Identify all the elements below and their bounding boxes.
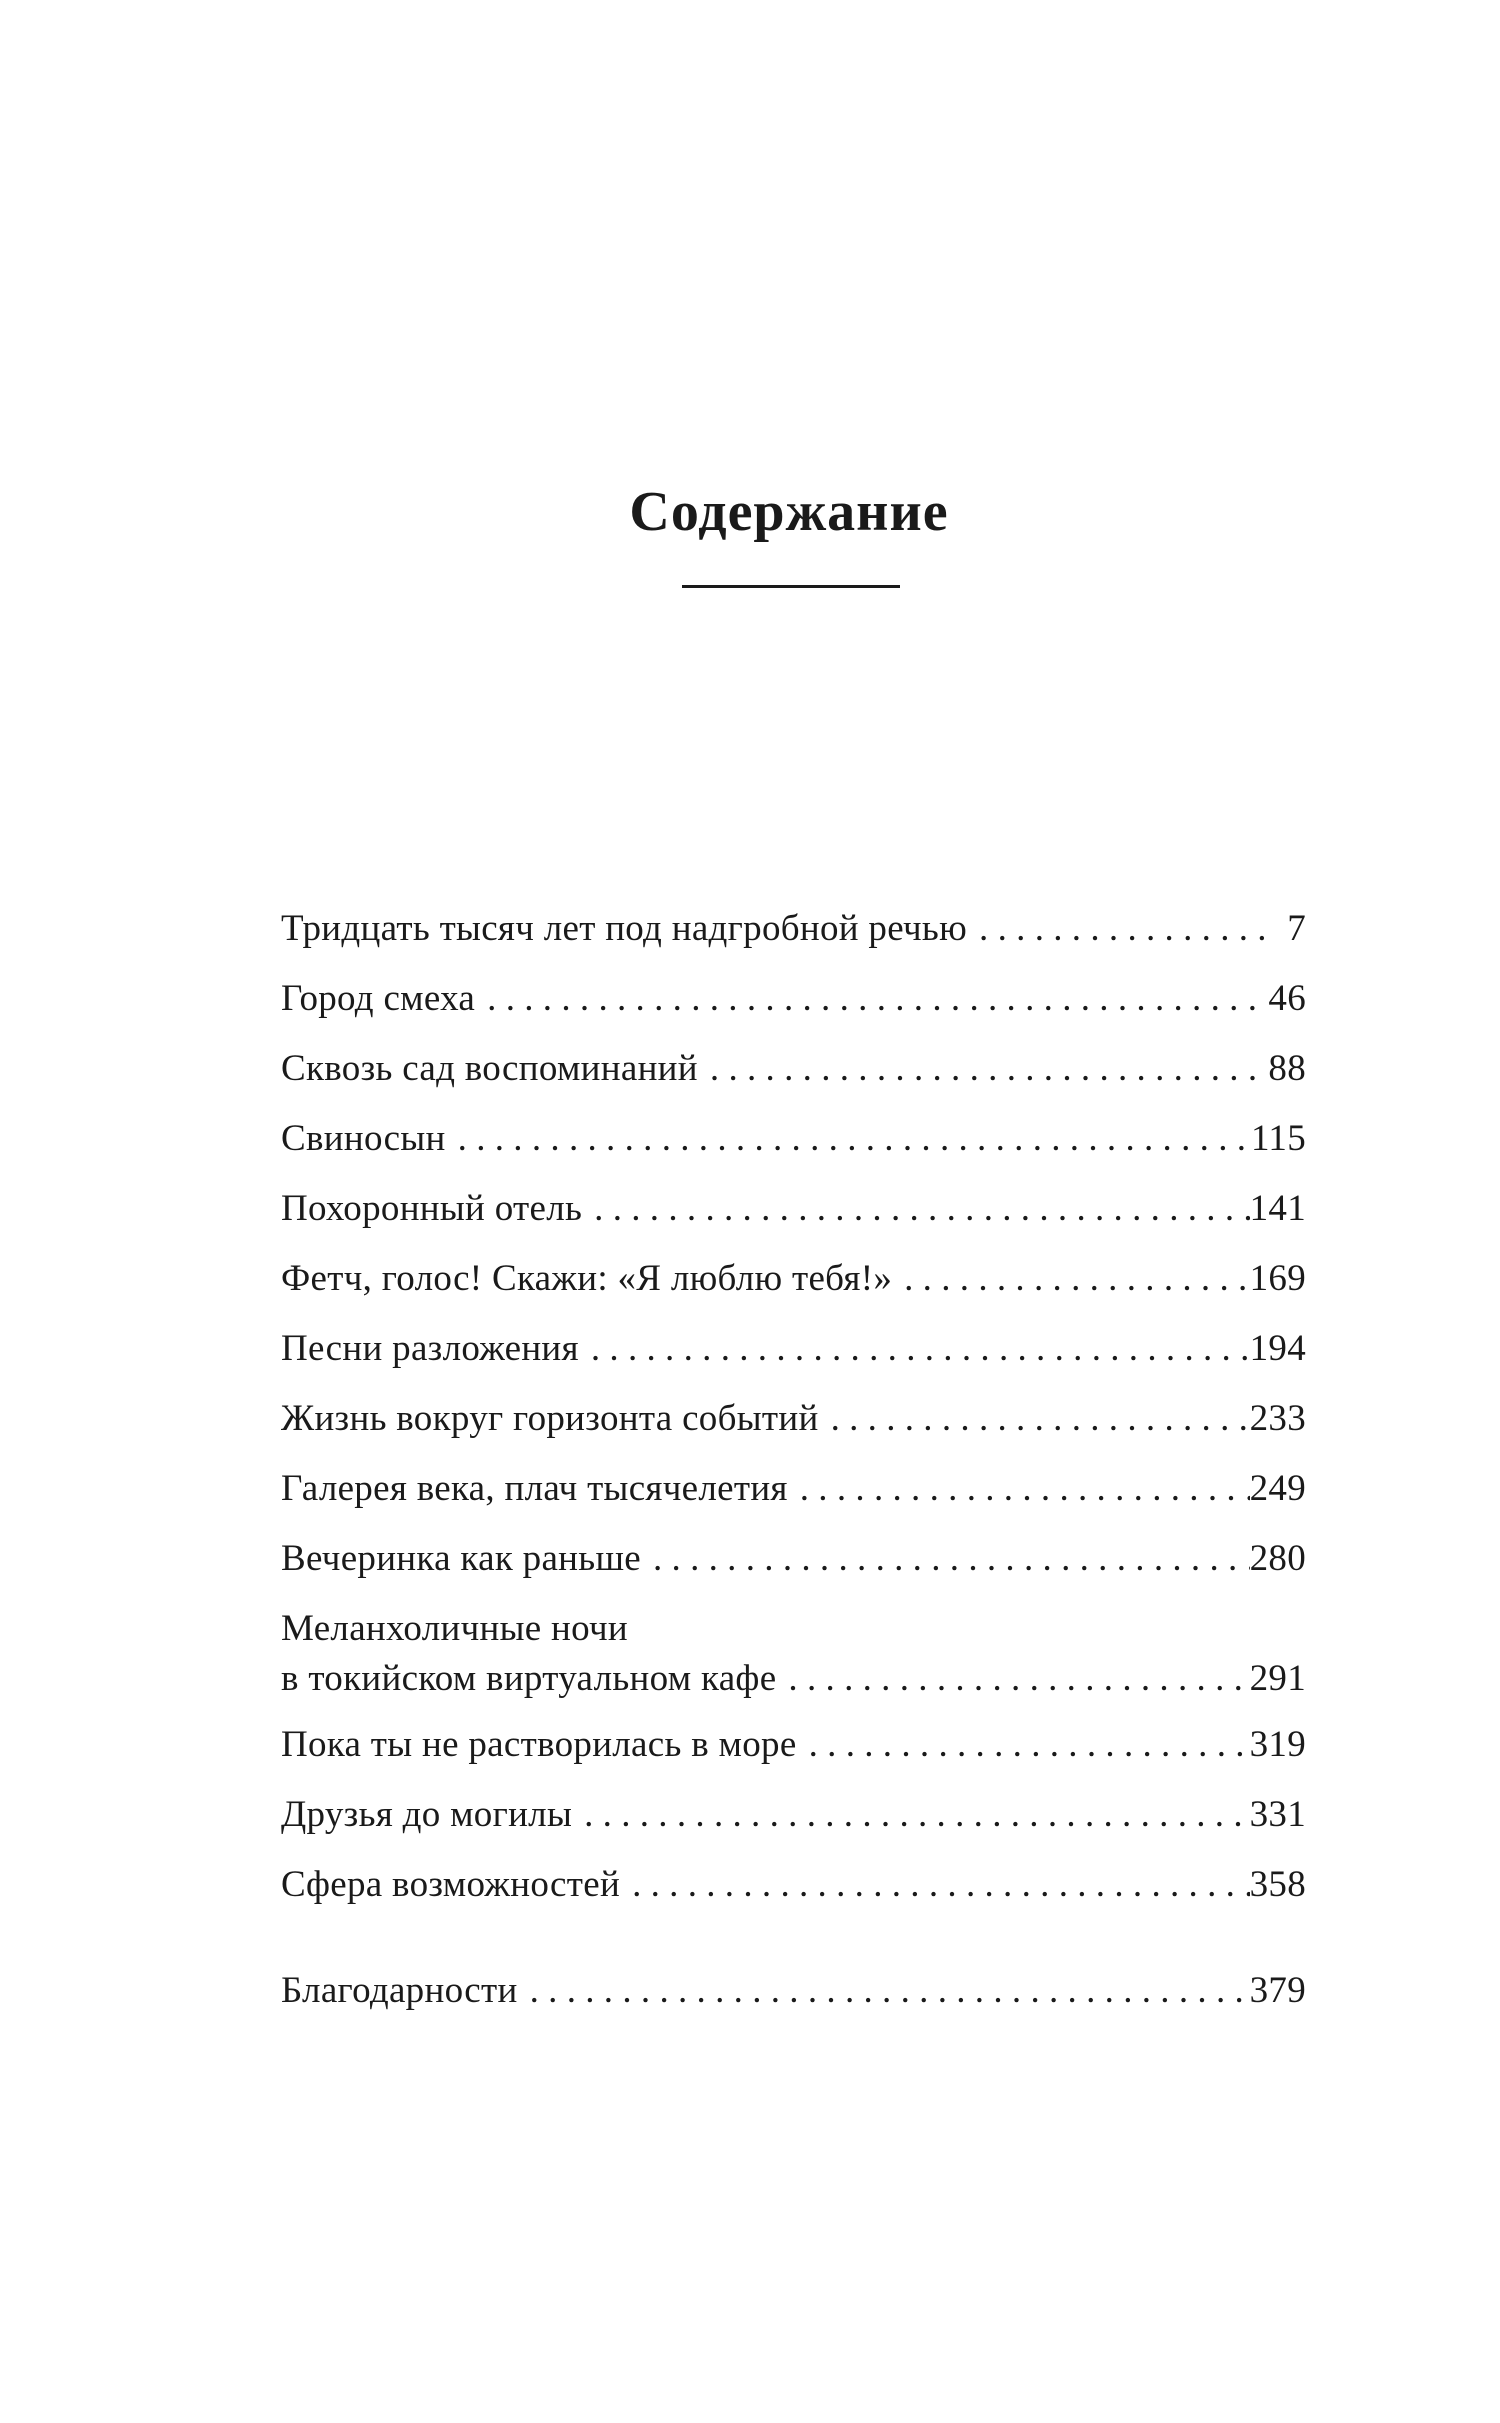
- toc-entry-page: 291: [1249, 1658, 1306, 1699]
- toc-entry-title: Город смеха: [281, 978, 476, 1019]
- toc-dot-leader: [632, 1862, 1250, 1908]
- toc-entry-title-line1: Меланхоличные ночи: [281, 1608, 628, 1649]
- title-underline: [682, 585, 900, 588]
- toc-dot-leader: [788, 1656, 1249, 1702]
- toc-entry[interactable]: [281, 1256, 1306, 1302]
- toc-entry-title: Галерея века, плач тысячелетия: [281, 1468, 788, 1509]
- toc-entry[interactable]: [281, 1326, 1306, 1372]
- toc-entry-title: Похоронный отель: [281, 1188, 583, 1229]
- toc-entry-page: 194: [1249, 1328, 1306, 1369]
- toc-dot-leader: [530, 1968, 1250, 2014]
- toc-dot-leader: [584, 1792, 1249, 1838]
- toc-entry-title: Жизнь вокруг горизонта событий: [281, 1398, 819, 1439]
- page-title: Содержание: [629, 481, 949, 543]
- toc-dot-leader: [904, 1256, 1249, 1302]
- toc-dot-leader: [809, 1722, 1250, 1768]
- toc-entry-title: Фетч, голос! Скажи: «Я люблю тебя!»: [281, 1258, 893, 1299]
- toc-entry-page: 88: [1268, 1048, 1306, 1089]
- toc-entry-page: 7: [1287, 908, 1306, 949]
- toc-entry-title: Сфера возможностей: [281, 1864, 621, 1905]
- toc-dot-leader: [831, 1396, 1250, 1442]
- toc-dot-leader: [979, 906, 1276, 952]
- toc-entry-title: Друзья до могилы: [281, 1794, 573, 1835]
- toc-entry-title: Благодарности: [281, 1970, 518, 2011]
- toc-entry[interactable]: [281, 1968, 1306, 2014]
- toc-entry[interactable]: [281, 1536, 1306, 1582]
- toc-entry[interactable]: [281, 1186, 1306, 1232]
- toc-entry-title: Свиносын: [281, 1118, 446, 1159]
- toc-entry-page: 379: [1249, 1970, 1306, 2011]
- toc-entry-title: Пока ты не растворилась в море: [281, 1724, 797, 1765]
- toc-entry-page: 233: [1249, 1398, 1306, 1439]
- toc-entry[interactable]: [281, 1792, 1306, 1838]
- toc-entry[interactable]: [281, 976, 1306, 1022]
- toc-entry-page: 280: [1249, 1538, 1306, 1579]
- toc-entry-page: 141: [1249, 1188, 1306, 1229]
- toc-entry-title: Сквозь сад воспоминаний: [281, 1048, 698, 1089]
- toc-entry-page: 358: [1249, 1864, 1306, 1905]
- toc-entry-title: Песни разложения: [281, 1328, 579, 1369]
- toc-entry[interactable]: [281, 1722, 1306, 1768]
- toc-dot-leader: [458, 1116, 1251, 1162]
- toc-entry-page: 319: [1249, 1724, 1306, 1765]
- toc-dot-leader: [487, 976, 1262, 1022]
- toc-dot-leader: [594, 1186, 1249, 1232]
- toc-dot-leader: [710, 1046, 1263, 1092]
- toc-entry-page: 169: [1249, 1258, 1306, 1299]
- toc-entry[interactable]: [281, 1116, 1306, 1162]
- toc-entry-title: Тридцать тысяч лет под надгробной речью: [281, 908, 968, 949]
- toc-entry[interactable]: [281, 1046, 1306, 1092]
- toc-dot-leader: [800, 1466, 1250, 1512]
- toc-entry[interactable]: [281, 1606, 1306, 1702]
- toc-dot-leader: [591, 1326, 1250, 1372]
- toc-entry[interactable]: [281, 1862, 1306, 1908]
- toc-entry[interactable]: [281, 1396, 1306, 1442]
- toc-entry[interactable]: [281, 1466, 1306, 1512]
- toc-entry-page: 331: [1249, 1794, 1306, 1835]
- toc-entry-page: 249: [1249, 1468, 1306, 1509]
- toc-dot-leader: [653, 1536, 1250, 1582]
- toc-entry-title: в токийском виртуальном кафе: [281, 1658, 777, 1699]
- toc-entry-page: 46: [1268, 978, 1306, 1019]
- toc-entry[interactable]: [281, 906, 1306, 952]
- toc-entry-page: 115: [1250, 1118, 1306, 1159]
- toc-entry-title: Вечеринка как раньше: [281, 1538, 641, 1579]
